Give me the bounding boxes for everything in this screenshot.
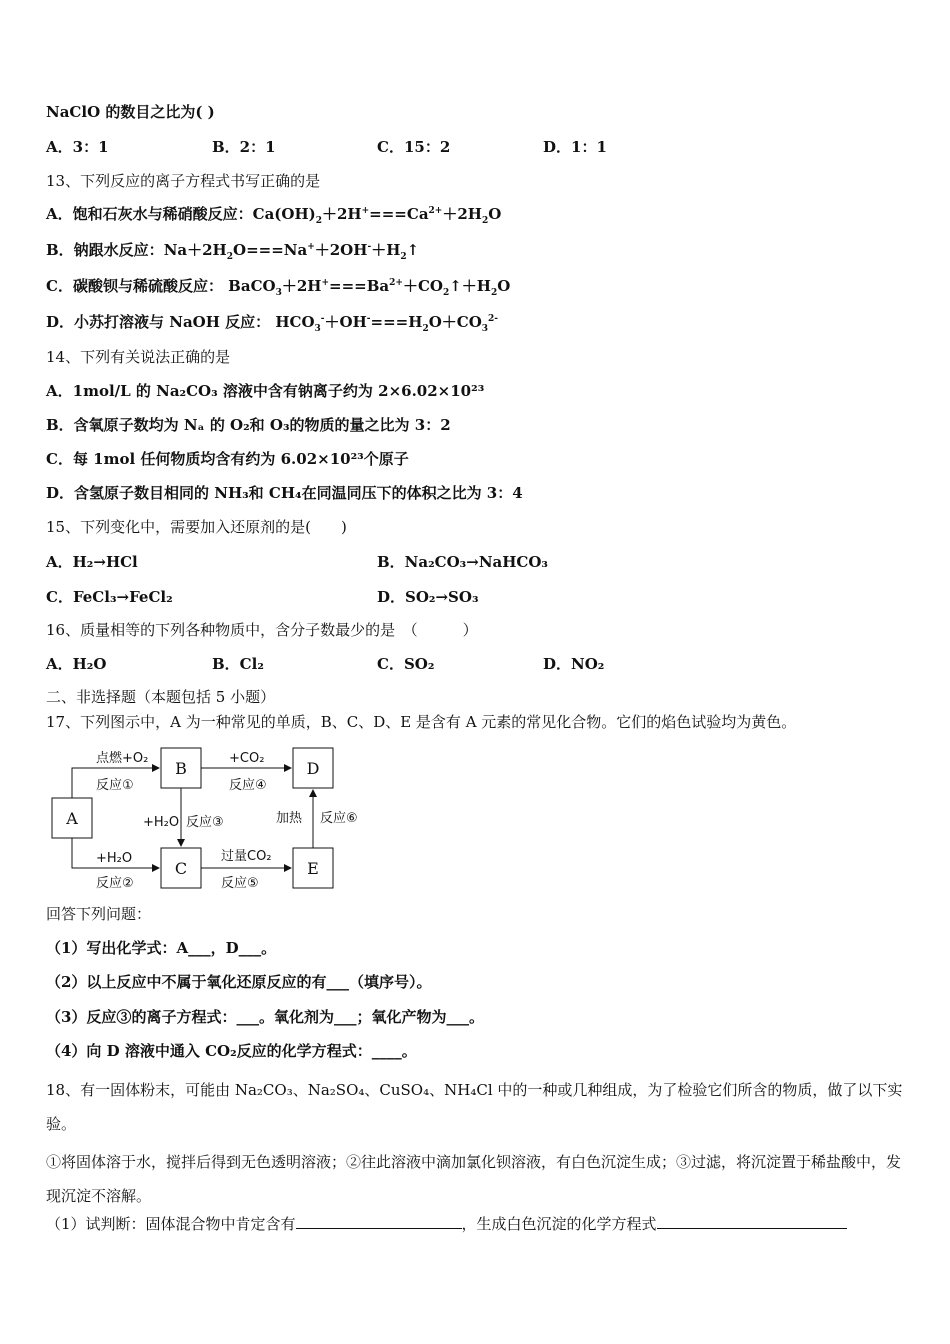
- label-ed-left: 加热: [276, 811, 303, 826]
- label-ed-right: 反应⑥: [320, 811, 358, 826]
- q12-option-d: D．1：1: [543, 138, 607, 156]
- q18-part-1-a: （1）试判断：固体混合物中肯定含有: [46, 1215, 296, 1233]
- label-bc-right: 反应③: [186, 815, 224, 830]
- q17-part-3: （3）反应③的离子方程式：___。氧化剂为___；氧化产物为___。: [46, 1008, 484, 1026]
- q15-option-d: D．SO₂→SO₃: [377, 588, 479, 606]
- q13-option-d: D．小苏打溶液与 NaOH 反应： $HCO_3^-+OH^-===H_2O+CO_3^{2-}$: [46, 313, 499, 334]
- section-title: 二、非选择题（本题包括 5 小题）: [46, 688, 276, 706]
- answer-blank-1[interactable]: [296, 1214, 462, 1229]
- label-bd-top: +CO₂: [229, 751, 265, 766]
- q13-option-c-label: C．碳酸钡与稀硫酸反应：: [46, 277, 223, 295]
- q13-option-c: C．碳酸钡与稀硫酸反应： $BaCO_3+2H^+===Ba^{2+}+CO_2↑+H_2O$: [46, 277, 511, 298]
- q16-stem: 16、质量相等的下列各种物质中，含分子数最少的是 （ ）: [46, 621, 478, 639]
- q13-option-a: A．饱和石灰水与稀硝酸反应：$Ca(OH)_2+2H^+===Ca^{2+}+2H_2O$: [46, 205, 502, 226]
- q13-option-b: B．钠跟水反应：$Na+2H_2O===Na^++2OH^-+H_2↑$: [46, 241, 420, 262]
- label-ce-bottom: 反应⑤: [221, 876, 259, 891]
- label-ce-top: 过量CO₂: [221, 849, 272, 864]
- box-b-label: B: [175, 759, 187, 778]
- q18-part-1: [46, 1214, 847, 1234]
- q17-answer-intro: 回答下列问题：: [46, 905, 152, 923]
- box-c-label: C: [174, 859, 188, 878]
- q12-option-c: C．15：2: [377, 138, 451, 156]
- box-d-label: D: [306, 759, 320, 778]
- q16-option-b: B．Cl₂: [212, 655, 264, 673]
- label-ac-bottom: 反应②: [96, 876, 134, 891]
- q14-option-b: B．含氧原子数均为 Nₐ 的 O₂和 O₃的物质的量之比为 3：2: [46, 416, 451, 434]
- q14-option-a: A．1mol/L 的 Na₂CO₃ 溶液中含有钠离子约为 2×6.02×10²³: [46, 382, 485, 400]
- q15-option-a: A．H₂→HCl: [46, 553, 138, 571]
- q13-option-b-label: B．钠跟水反应：: [46, 241, 164, 259]
- q12-option-a: A．3：1: [46, 138, 109, 156]
- q12-stem-tail: NaClO 的数目之比为( ): [46, 103, 215, 121]
- q15-option-b: B．Na₂CO₃→NaHCO₃: [377, 553, 548, 571]
- label-ab-bottom: 反应①: [96, 778, 134, 793]
- q13-option-a-label: A．饱和石灰水与稀硝酸反应：: [46, 205, 253, 223]
- q13-stem: 13、下列反应的离子方程式书写正确的是: [46, 172, 321, 190]
- q18-stem: 18、有一固体粉末，可能由 Na₂CO₃、Na₂SO₄、CuSO₄、NH₄Cl 中的一种或几种组成，为了检验它们所含的物质，做了以下实验。: [46, 1081, 903, 1133]
- q17-part-4: （4）向 D 溶液中通入 CO₂反应的化学方程式：____。: [46, 1042, 417, 1060]
- box-e-label: E: [307, 859, 319, 878]
- q17-stem: 17、下列图示中，A 为一种常见的单质，B、C、D、E 是含有 A 元素的常见化合物。它们的焰色试验均为黄色。: [46, 713, 797, 731]
- q12-option-b: B．2：1: [212, 138, 276, 156]
- q18-part-1-b: ，生成白色沉淀的化学方程式: [461, 1215, 657, 1233]
- q18-steps: ①将固体溶于水，搅拌后得到无色透明溶液；②往此溶液中滴加氯化钡溶液，有白色沉淀生成；③过滤，将沉淀置于稀盐酸中，发现沉淀不溶解。: [46, 1153, 902, 1205]
- q15-option-c: C．FeCl₃→FeCl₂: [46, 588, 173, 606]
- q17-part-2: （2）以上反应中不属于氧化还原反应的有___（填序号）。: [46, 973, 432, 991]
- box-a-label: A: [66, 809, 78, 828]
- q17-part-1: （1）写出化学式：A___，D___。: [46, 939, 277, 957]
- q16-option-c: C．SO₂: [377, 655, 435, 673]
- q14-stem: 14、下列有关说法正确的是: [46, 348, 231, 366]
- label-bc-left: +H₂O: [143, 815, 180, 830]
- reaction-diagram: [46, 740, 358, 896]
- q13-option-d-label: D．小苏打溶液与 NaOH 反应：: [46, 313, 271, 331]
- q15-stem: 15、下列变化中，需要加入还原剂的是( ): [46, 518, 347, 536]
- q16-option-d: D．NO₂: [543, 655, 605, 673]
- q14-option-d: D．含氢原子数目相同的 NH₃和 CH₄在同温同压下的体积之比为 3：4: [46, 484, 523, 502]
- q14-option-c: C．每 1mol 任何物质均含有约为 6.02×10²³个原子: [46, 450, 409, 468]
- label-bd-bottom: 反应④: [229, 778, 267, 793]
- q16-option-a: A．H₂O: [46, 655, 107, 673]
- label-ab-top: 点燃+O₂: [96, 751, 149, 766]
- label-ac-top: +H₂O: [96, 851, 133, 866]
- answer-blank-2[interactable]: [657, 1214, 847, 1229]
